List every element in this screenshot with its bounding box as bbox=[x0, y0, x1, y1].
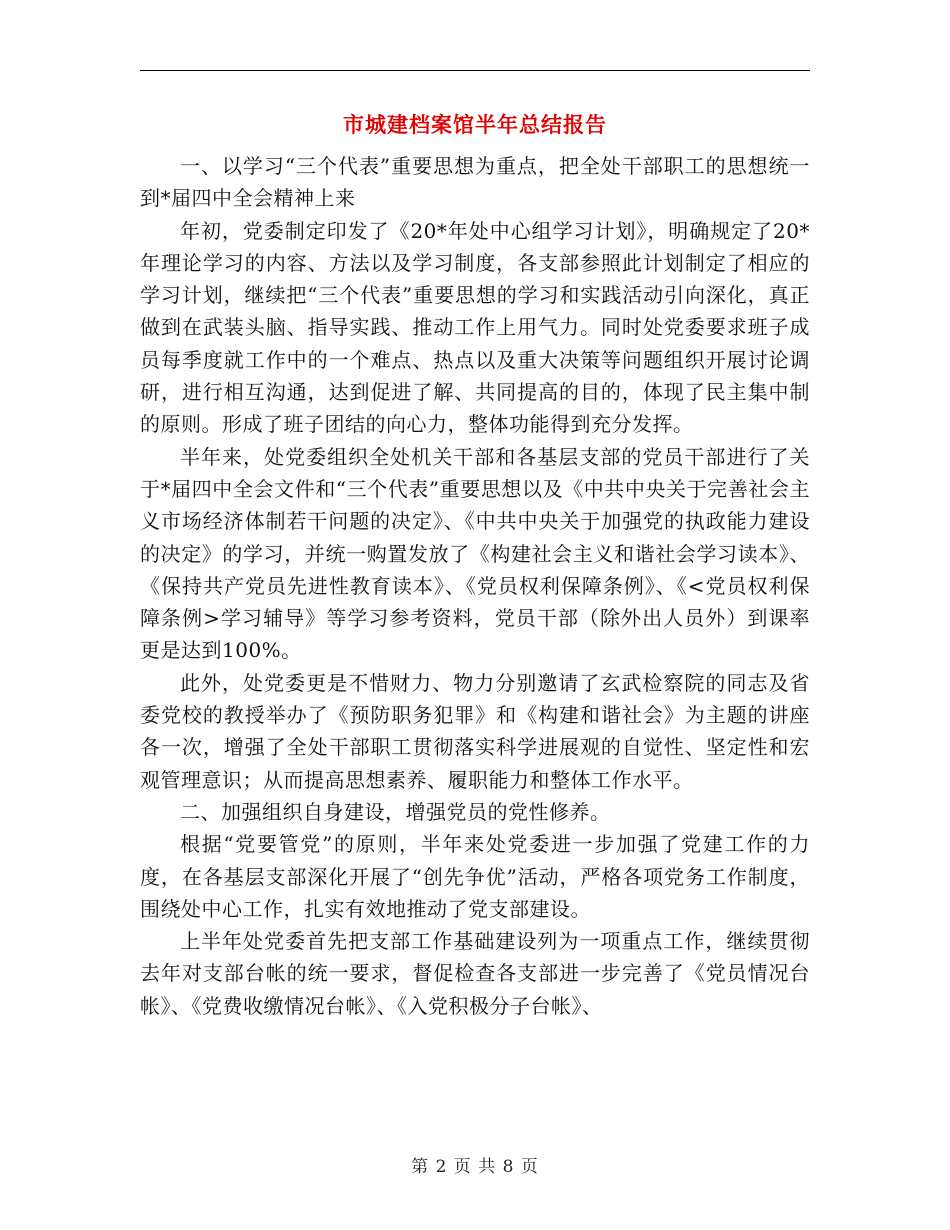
paragraph-party-building: 根据“党要管党”的原则，半年来处党委进一步加强了党建工作的力度，在各基层支部深化开展了“创先争优”活动，严格各项党务工作制度，围绕处中心工作，扎实有效地推动了党支部建设。 bbox=[140, 832, 810, 921]
paragraph-study-plan: 年初，党委制定印发了《20*年处中心组学习计划》，明确规定了20*年理论学习的内容、方法以及学习制度，各支部参照此计划制定了相应的学习计划，继续把“三个代表”重要思想的学习和实践活动引向深化，真正做到在武装头脑、指导实践、推动工作上用气力。同时处党委要求班子成员每季度就工作中的一个难点、热点以及重大决策等问题组织开展讨论调研，进行相互沟通，达到促进了解、共同提高的目的，体现了民主集中制的原则。形成了班子团结的向心力，整体功能得到充分发挥。 bbox=[140, 218, 810, 437]
header-rule bbox=[140, 70, 810, 71]
paragraph-lectures: 此外，处党委更是不惜财力、物力分别邀请了玄武检察院的同志及省委党校的教授举办了《预防职务犯罪》和《构建和谐社会》为主题的讲座各一次，增强了全处干部职工贯彻落实科学进展观的自觉性、坚定性和宏观管理意识；从而提高思想素养、履职能力和整体工作水平。 bbox=[140, 670, 810, 792]
paragraph-section-heading-2: 二、加强组织自身建设，增强党员的党性修养。 bbox=[180, 799, 611, 824]
paragraph-section-heading-1: 一、以学习“三个代表”重要思想为重点，把全处干部职工的思想统一到*届四中全会精神上来 bbox=[140, 154, 810, 211]
document-title: 市城建档案馆半年总结报告 bbox=[343, 112, 607, 137]
page-number-footer: 第 2 页 共 8 页 bbox=[411, 1157, 539, 1177]
document-body bbox=[140, 150, 810, 1022]
paragraph-branch-records: 上半年处党委首先把支部工作基础建设列为一项重点工作，继续贯彻去年对支部台帐的统一要求，督促检查各支部进一步完善了《党员情况台帐》、《党费收缴情况台帐》、《入党积极分子台帐》、 bbox=[140, 929, 810, 1018]
paragraph-study-materials: 半年来，处党委组织全处机关干部和各基层支部的党员干部进行了关于*届四中全会文件和“三个代表”重要思想以及《中共中央关于完善社会主义市场经济体制若干问题的决定》、《中共中央关于加强党的执政能力建设的决定》的学习，并统一购置发放了《构建社会主义和谐社会学习读本》、《保持共产党员先进性教育读本》、《党员权利保障条例》、《<党员权利保障条例>学习辅导》等学习参考资料，党员干部（除外出人员外）到课率更是达到100%。 bbox=[140, 444, 810, 663]
